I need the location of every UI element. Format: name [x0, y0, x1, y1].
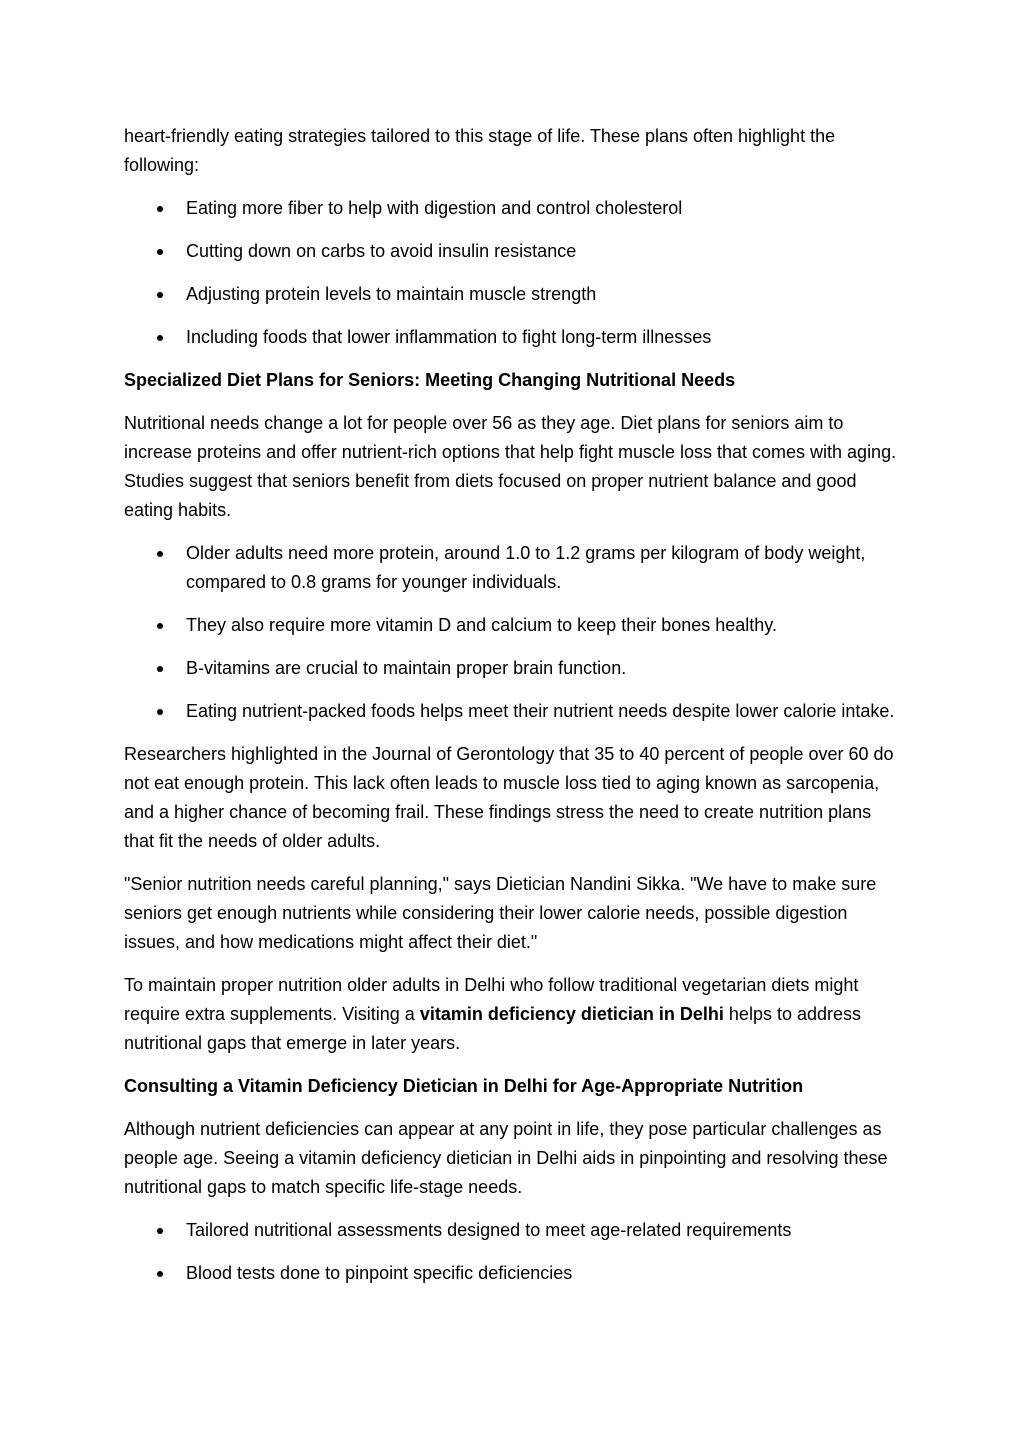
senior-needs-list — [124, 539, 904, 726]
diet-strategy-list — [124, 194, 904, 352]
bullet-icon — [157, 666, 163, 672]
list-item: Including foods that lower inflammation to fight long-term illnesses — [124, 323, 904, 352]
bullet-icon — [157, 709, 163, 715]
list-item: They also require more vitamin D and calcium to keep their bones healthy. — [124, 611, 904, 640]
bullet-icon — [157, 1271, 163, 1277]
bullet-icon — [157, 623, 163, 629]
document-body — [124, 122, 904, 1288]
bullet-icon — [157, 249, 163, 255]
bullet-icon — [157, 551, 163, 557]
supplements-paragraph: To maintain proper nutrition older adults in Delhi who follow traditional vegetarian diets might require extra supplements. Visiting a vitamin deficiency dietician in Delhi helps to address nutritional gaps that emerge in later years. — [124, 975, 862, 1053]
research-paragraph: Researchers highlighted in the Journal of Gerontology that 35 to 40 percent of people over 60 do not eat enough protein. This lack often leads to muscle loss tied to aging known as sarcopenia, and a higher chance of becoming frail. These findings stress the need to create nutrition plans that fit the needs of older adults. — [124, 744, 894, 851]
list-item: Adjusting protein levels to maintain muscle strength — [124, 280, 904, 309]
section-heading-consulting: Consulting a Vitamin Deficiency Dietician in Delhi for Age-Appropriate Nutrition — [124, 1076, 804, 1096]
intro-paragraph: heart-friendly eating strategies tailored to this stage of life. These plans often highlight the following: — [124, 126, 836, 175]
bullet-icon — [157, 292, 163, 298]
list-item: Cutting down on carbs to avoid insulin resistance — [124, 237, 904, 266]
bullet-icon — [157, 335, 163, 341]
seniors-paragraph: Nutritional needs change a lot for people over 56 as they age. Diet plans for seniors aim to increase proteins and offer nutrient-rich options that help fight muscle loss that comes with aging. Studies suggest that seniors benefit from diets focused on proper nutrient balance and good eating habits. — [124, 413, 897, 520]
list-item: Older adults need more protein, around 1.0 to 1.2 grams per kilogram of body weight, compared to 0.8 grams for younger individuals. — [124, 539, 904, 597]
section-heading-seniors: Specialized Diet Plans for Seniors: Meeting Changing Nutritional Needs — [124, 370, 736, 390]
assessment-list — [124, 1216, 904, 1288]
keyword-link-text: vitamin deficiency dietician in Delhi — [419, 1004, 724, 1024]
list-item: Eating more fiber to help with digestion and control cholesterol — [124, 194, 904, 223]
list-item: Blood tests done to pinpoint specific deficiencies — [124, 1259, 904, 1288]
list-item: Tailored nutritional assessments designed to meet age-related requirements — [124, 1216, 904, 1245]
list-item: B-vitamins are crucial to maintain proper brain function. — [124, 654, 904, 683]
bullet-icon — [157, 206, 163, 212]
consulting-paragraph: Although nutrient deficiencies can appear at any point in life, they pose particular challenges as people age. Seeing a vitamin deficiency dietician in Delhi aids in pinpointing and resolving these nutritional gaps to match specific life-stage needs. — [124, 1119, 888, 1197]
list-item: Eating nutrient-packed foods helps meet their nutrient needs despite lower calorie intake. — [124, 697, 904, 726]
quote-paragraph: "Senior nutrition needs careful planning," says Dietician Nandini Sikka. "We have to make sure seniors get enough nutrients while considering their lower calorie needs, possible digestion issues, and how medications might affect their diet." — [124, 874, 877, 952]
bullet-icon — [157, 1228, 163, 1234]
